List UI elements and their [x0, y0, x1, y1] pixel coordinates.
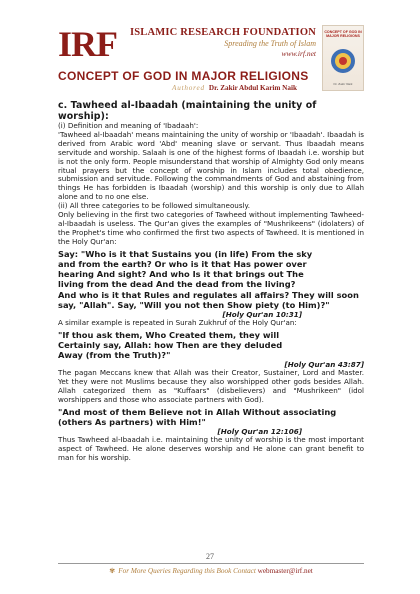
- quote-line: Certainly say, Allah: how Then are they deluded: [58, 340, 283, 351]
- footer-text: For More Queries Regarding this Book Contact: [118, 567, 256, 575]
- paragraph-mushrikeens: Only believing in the first two categories of Tawheed without implementing Tawheed-al-Ibaadah is useless. The Qur'an gives the examples of "Mushrikeens" (idolaters) of the Prophet's time who confirmed the first two aspects of Tawheed. It is mentioned in the Holy Qur'an:: [58, 210, 364, 246]
- main-content: [58, 100, 364, 463]
- quran-reference: [Holy Qur'an 12:106]: [217, 427, 302, 437]
- flower-icon: ✾: [109, 567, 116, 575]
- cover-title: CONCEPT OF GOD IN MAJOR RELIGIONS: [324, 30, 362, 39]
- subheading-categories: (ii) All three categories to be followed simultaneously.: [58, 201, 251, 211]
- cover-author: Dr. Zakir Naik: [333, 82, 353, 86]
- quote-line: and from the earth? Or who is it that Has power over: [58, 258, 307, 269]
- book-title: CONCEPT OF GOD IN MAJOR RELIGIONS: [58, 69, 309, 83]
- subheading-definition: (i) Definition and meaning of 'Ibadaah':: [58, 121, 199, 130]
- author-line: [172, 84, 297, 92]
- footer-divider: [58, 563, 364, 564]
- organization-block: [120, 27, 316, 58]
- quran-reference: [Holy Qur'an 43:87]: [284, 360, 364, 370]
- organization-url: www.irf.net: [281, 49, 316, 58]
- author-name: Dr. Zakir Abdul Karim Naik: [208, 84, 297, 92]
- section-heading: c. Tawheed al-Ibaadah (maintaining the unity of worship):: [58, 100, 317, 122]
- author-label: Authored: [172, 84, 205, 92]
- organization-tagline: Spreading the Truth of Islam: [224, 39, 316, 48]
- quote-line: Say: "Who is it that Sustains you (in life) From the sky: [58, 248, 313, 259]
- irf-logo: [58, 26, 118, 60]
- paragraph-pagan-meccans: The pagan Meccans knew that Allah was their Creator, Sustainer, Lord and Master. Yet they were not Muslims because they also worshipped other gods besides Allah. Allah categorized them as "Kuffaars" (disbelievers) and "Mushrikeen" (idol worshippers and those who associate partners with God).: [58, 368, 364, 405]
- quote-line: Away (from the Truth)?": [58, 350, 171, 361]
- cover-emblem-icon: [330, 48, 356, 74]
- paragraph-ibaadah-definition: 'Tawheed al-Ibaadah' means maintaining the unity of worship or 'Ibaadah'. Ibaadah is derived from Arabic word 'Abd' meaning slave or servant. Thus Ibaadah means servitude and worship. Salaah is one of the highest forms of Ibaadah i.e. worship but is not the only form. People misunderstand that worship of Almighty God only means ritual prayers but the concept of worship in Islam includes total obedience, submission and servitude. Following the commandments of God and abstaining from things He has forbidden is Ibaadah (worship) and this worship is only due to Allah alone and to no one else.: [58, 129, 364, 202]
- footer-email-link[interactable]: webmaster@irf.net: [257, 567, 313, 575]
- page-number: 27: [206, 552, 214, 561]
- quote-line: living from the dead And the dead from the living?: [58, 279, 296, 290]
- logo-lettering: IRF: [58, 26, 117, 60]
- paragraph-conclusion: Thus Tawheed al-Ibaadah i.e. maintaining the unity of worship is the most important aspect of Tawheed. He alone deserves worship and He alone can grant benefit to man for his worship.: [58, 435, 364, 463]
- book-cover-thumbnail: [322, 25, 364, 91]
- quran-quote-10-31: [58, 249, 364, 310]
- quote-line: And who is it that Rules and regulates all affairs? They will soon say, "Allah". Say, "Will you not then Show piety (to Him)?": [58, 289, 359, 310]
- quran-quote-12-106: [58, 407, 364, 427]
- quran-reference: [Holy Qur'an 10:31]: [222, 309, 302, 319]
- organization-name: ISLAMIC RESEARCH FOUNDATION: [129, 27, 316, 38]
- quran-quote-43-87: [58, 330, 364, 361]
- quote-line: "And most of them Believe not in Allah Without associating (others As partners) with Him!": [58, 407, 337, 428]
- quote-line: hearing And sight? And who Is it that brings out The: [58, 269, 304, 280]
- footer-contact: [58, 566, 364, 575]
- paragraph-zukhruf: A similar example is repeated in Surah Zukhruf of the Holy Qur'an:: [58, 317, 297, 327]
- quote-line: "If thou ask them, Who Created them, they will: [58, 329, 280, 340]
